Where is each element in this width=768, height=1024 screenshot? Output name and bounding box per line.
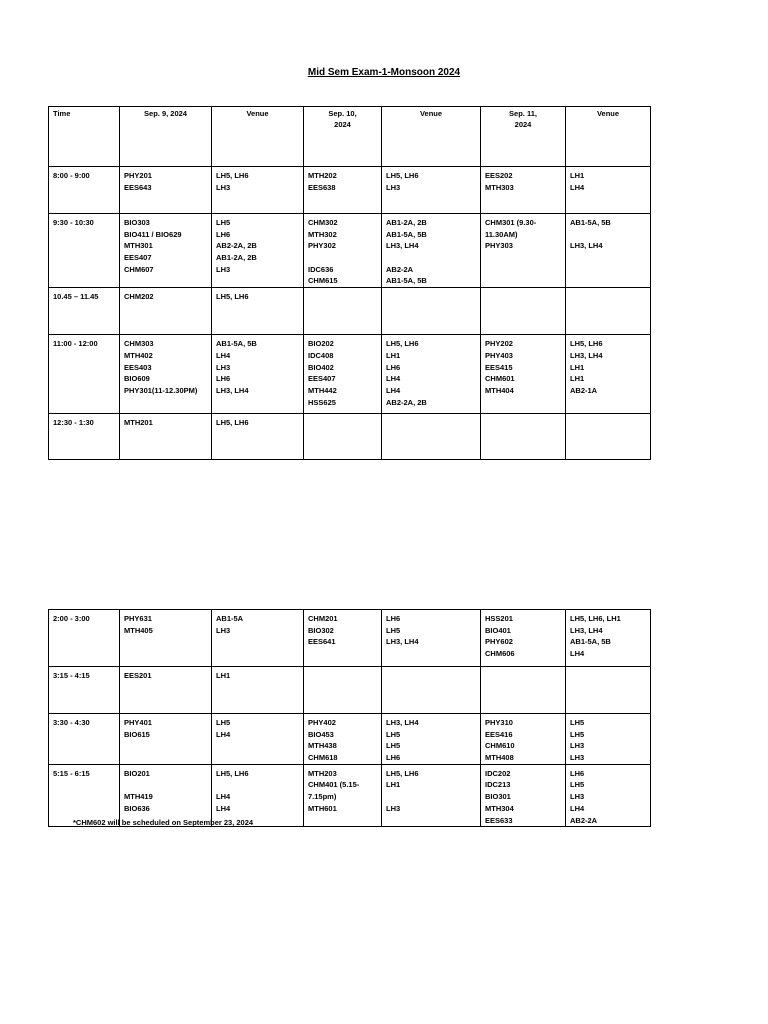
course-line: PHY402 [308, 718, 336, 727]
venue-line: AB1-5A [216, 614, 244, 623]
venue-line: AB1-5A, 5B [216, 339, 257, 349]
venue-line: LH5, LH6 [386, 339, 419, 349]
venue-line: LH4 [570, 803, 585, 813]
course-line: PHY403 [485, 350, 513, 360]
venue-line: LH3 [570, 753, 585, 763]
venue-cell [212, 714, 304, 765]
venue-line: LH5 [386, 729, 401, 739]
time-line: 11:00 - 12:00 [53, 339, 98, 349]
course-cell [304, 335, 382, 414]
course-line: IDC636 [308, 264, 334, 274]
course-cell [481, 288, 566, 335]
course-line: MTH202 [308, 171, 337, 180]
venue-line: LH5, LH6 [216, 171, 249, 180]
course-line: EES641 [308, 637, 336, 647]
course-cell [120, 214, 212, 288]
course-line: MTH304 [485, 803, 514, 813]
course-line: MTH302 [308, 229, 337, 239]
course-cell [304, 214, 382, 288]
venue-cell [566, 414, 651, 460]
course-line: CHM201 [308, 614, 338, 623]
venue-cell [382, 167, 481, 214]
header-date [120, 107, 212, 167]
time-slot [49, 335, 120, 414]
venue-cell [566, 167, 651, 214]
course-line: PHY201 [124, 171, 152, 180]
course-cell [120, 610, 212, 667]
course-line: BIO609 [124, 374, 150, 384]
course-cell [481, 714, 566, 765]
time-line: 12:30 - 1:30 [53, 418, 94, 428]
course-line: IDC213 [485, 780, 511, 790]
course-line: EES403 [124, 362, 152, 372]
course-line: EES407 [124, 253, 152, 263]
venue-cell [382, 414, 481, 460]
course-line: CHM401 (5.15- [308, 780, 360, 790]
course-line: BIO202 [308, 339, 334, 349]
venue-line: LH1 [386, 780, 401, 790]
time-slot [49, 214, 120, 288]
course-cell [304, 167, 382, 214]
header-text: Time [53, 109, 71, 118]
venue-line [386, 252, 476, 264]
course-line: CHM301 (9.30- [485, 218, 537, 227]
course-cell [481, 764, 566, 826]
course-cell [304, 414, 382, 460]
venue-line: LH3, LH4 [386, 241, 419, 251]
document-title: Mid Sem Exam-1-Monsoon 2024 [307, 67, 461, 78]
course-line: MTH438 [308, 741, 337, 751]
course-line: PHY310 [485, 718, 513, 727]
course-line: HSS625 [308, 397, 336, 407]
course-line: 11.30AM) [485, 229, 518, 239]
time-line: 9:30 - 10:30 [53, 218, 94, 227]
course-line: BIO401 [485, 625, 511, 635]
course-cell [304, 667, 382, 714]
venue-cell [566, 714, 651, 765]
header-text: 2024 [334, 120, 351, 129]
course-line: EES643 [124, 182, 152, 192]
course-line: CHM302 [308, 218, 338, 227]
header-venue [566, 107, 651, 167]
course-line: EES415 [485, 362, 513, 372]
course-line: PHY302 [308, 241, 336, 251]
course-line: HSS201 [485, 614, 513, 623]
time-line: 10.45 – 11.45 [53, 292, 99, 302]
course-line [124, 779, 207, 791]
venue-line: LH1 [570, 171, 585, 180]
course-line: 7.15pm) [308, 792, 337, 802]
venue-line: LH3, LH4 [386, 718, 419, 727]
header-text: 2024 [514, 120, 532, 129]
time-line: 3:30 - 4:30 [53, 718, 90, 727]
course-cell [481, 167, 566, 214]
course-line: PHY202 [485, 339, 513, 349]
venue-line: AB2-2A [386, 264, 414, 274]
course-cell [304, 764, 382, 826]
time-slot [49, 610, 120, 667]
course-line: MTH402 [124, 350, 153, 360]
course-line: MTH419 [124, 792, 153, 802]
course-line: EES416 [485, 729, 513, 739]
course-line: PHY602 [485, 637, 513, 647]
venue-line: LH6 [386, 614, 401, 623]
course-cell [304, 288, 382, 335]
venue-line: LH4 [216, 792, 231, 802]
venue-line: LH3 [216, 625, 231, 635]
table-row [49, 414, 651, 460]
venue-line: LH4 [216, 803, 231, 813]
venue-cell [566, 764, 651, 826]
venue-line: LH1 [570, 374, 585, 384]
course-cell [481, 414, 566, 460]
time-line: 3:15 - 4:15 [53, 671, 90, 680]
course-line [308, 252, 377, 264]
venue-line: LH6 [216, 374, 231, 384]
header-venue [212, 107, 304, 167]
course-line: CHM606 [485, 649, 515, 659]
venue-line: AB2-1A [570, 385, 598, 395]
course-cell [120, 667, 212, 714]
venue-cell [382, 610, 481, 667]
header-venue [382, 107, 481, 167]
time-slot [49, 667, 120, 714]
venue-line: LH5 [570, 718, 585, 727]
table-row [49, 214, 651, 288]
header-time [49, 107, 120, 167]
venue-line: LH5 [386, 741, 401, 751]
venue-line: LH5, LH6, LH1 [570, 614, 621, 623]
venue-line: LH3, LH4 [570, 350, 603, 360]
venue-line: LH5, LH6 [386, 171, 419, 180]
schedule-table-afternoon [48, 609, 651, 827]
venue-line: LH3, LH4 [570, 625, 603, 635]
venue-cell [566, 667, 651, 714]
course-line: CHM615 [308, 276, 338, 286]
time-slot [49, 714, 120, 765]
time-slot [49, 414, 120, 460]
course-line: MTH301 [124, 241, 153, 251]
course-line: MTH442 [308, 385, 337, 395]
venue-line: LH4 [386, 385, 401, 395]
course-line: MTH303 [485, 182, 514, 192]
venue-cell [566, 288, 651, 335]
course-line: CHM202 [124, 292, 154, 302]
course-line: BIO453 [308, 729, 334, 739]
venue-cell [382, 288, 481, 335]
course-line: BIO402 [308, 362, 334, 372]
venue-cell [212, 288, 304, 335]
course-line: IDC408 [308, 350, 334, 360]
course-line: BIO636 [124, 803, 150, 813]
venue-cell [382, 764, 481, 826]
venue-line: LH4 [570, 649, 585, 659]
header-text: Sep. 10, [328, 109, 357, 118]
course-cell [120, 714, 212, 765]
header-text: Sep. 11, [509, 109, 537, 118]
header-row [49, 107, 651, 167]
course-line: EES633 [485, 815, 513, 825]
venue-cell [566, 610, 651, 667]
header-text: Venue [596, 109, 620, 118]
course-line: BIO615 [124, 729, 150, 739]
venue-line: LH4 [216, 729, 231, 739]
venue-line: AB1-2A, 2B [386, 218, 427, 227]
header-date [304, 107, 382, 167]
schedule-table-morning [48, 106, 651, 460]
venue-line: LH5 [570, 780, 585, 790]
venue-line: LH5 [216, 218, 231, 227]
venue-line: LH1 [386, 350, 401, 360]
course-line: PHY401 [124, 718, 152, 727]
venue-cell [212, 414, 304, 460]
course-line: EES407 [308, 374, 336, 384]
time-slot [49, 288, 120, 335]
venue-line: LH3 [216, 362, 231, 372]
venue-cell [382, 335, 481, 414]
time-line: 2:00 - 3:00 [53, 614, 90, 623]
course-line: MTH405 [124, 625, 153, 635]
venue-line: LH3 [570, 741, 585, 751]
venue-line: LH3, LH4 [386, 637, 419, 647]
course-cell [120, 335, 212, 414]
table-row [49, 667, 651, 714]
venue-line: AB2-2A, 2B [386, 397, 427, 407]
venue-cell [566, 335, 651, 414]
course-cell [481, 214, 566, 288]
venue-line: LH1 [216, 671, 231, 680]
course-cell [120, 288, 212, 335]
course-line: CHM607 [124, 264, 154, 274]
venue-cell [212, 610, 304, 667]
venue-cell [212, 335, 304, 414]
course-line: BIO201 [124, 768, 150, 778]
header-text: Venue [419, 109, 443, 118]
venue-cell [212, 167, 304, 214]
course-line: BIO411 / BIO629 [124, 229, 182, 239]
venue-cell [212, 214, 304, 288]
venue-line: LH3 [386, 182, 401, 192]
venue-line: AB2-2A, 2B [216, 241, 257, 251]
venue-line [570, 229, 646, 241]
venue-line: LH5, LH6 [386, 768, 419, 778]
venue-line [216, 779, 299, 791]
course-line: EES202 [485, 171, 513, 180]
venue-cell [382, 214, 481, 288]
venue-line: LH5, LH6 [216, 418, 249, 428]
venue-line: AB2-2A [570, 815, 598, 825]
venue-line: AB1-2A, 2B [216, 253, 257, 263]
venue-line: AB1-5A, 5B [386, 276, 427, 286]
venue-line: LH4 [570, 182, 585, 192]
venue-line: LH3, LH4 [216, 385, 249, 395]
course-cell [304, 714, 382, 765]
venue-line: LH5, LH6 [216, 292, 249, 302]
course-line: MTH404 [485, 385, 514, 395]
venue-line: LH3 [216, 264, 231, 274]
table-row [49, 714, 651, 765]
table-row [49, 335, 651, 414]
header-text: Venue [246, 109, 269, 118]
course-line: PHY303 [485, 241, 513, 251]
venue-line: LH3 [570, 792, 585, 802]
course-cell [481, 335, 566, 414]
venue-line: LH3 [386, 803, 401, 813]
course-cell [120, 414, 212, 460]
venue-line: LH6 [216, 229, 231, 239]
venue-cell [566, 214, 651, 288]
venue-line: LH5, LH6 [570, 339, 603, 349]
course-cell [304, 610, 382, 667]
venue-line: LH6 [386, 753, 401, 763]
venue-cell [382, 667, 481, 714]
course-line: EES638 [308, 182, 336, 192]
venue-line: LH5 [386, 625, 401, 635]
course-line: CHM601 [485, 374, 515, 384]
venue-line: LH5, LH6 [216, 768, 249, 778]
venue-line: LH4 [386, 374, 401, 384]
course-cell [120, 167, 212, 214]
venue-line: AB1-5A, 5B [570, 218, 611, 227]
course-line: EES201 [124, 671, 152, 680]
time-slot [49, 167, 120, 214]
course-line: MTH408 [485, 753, 514, 763]
venue-cell [382, 714, 481, 765]
venue-line: LH4 [216, 350, 231, 360]
time-line: 8:00 - 9:00 [53, 171, 90, 180]
table-row [49, 167, 651, 214]
course-line: MTH201 [124, 418, 153, 428]
venue-line: LH6 [386, 362, 401, 372]
venue-line: LH3, LH4 [570, 241, 603, 251]
venue-line: LH3 [216, 182, 231, 192]
course-line: MTH203 [308, 768, 337, 778]
venue-line: LH5 [216, 718, 231, 727]
footnote: *CHM602 will be scheduled on September 23, 2024 [73, 818, 254, 827]
table-row [49, 288, 651, 335]
course-cell [481, 610, 566, 667]
course-line: CHM618 [308, 753, 338, 763]
course-cell [481, 667, 566, 714]
header-date [481, 107, 566, 167]
course-line: IDC202 [485, 768, 511, 778]
venue-line: LH1 [570, 362, 585, 372]
course-line: CHM610 [485, 741, 515, 751]
venue-line: AB1-5A, 5B [386, 229, 427, 239]
course-line: MTH601 [308, 803, 337, 813]
course-line: BIO302 [308, 625, 334, 635]
table-row [49, 610, 651, 667]
course-line: PHY301(11-12.30PM) [124, 385, 198, 395]
header-text: Sep. 9, 2024 [144, 109, 187, 118]
venue-cell [212, 667, 304, 714]
venue-line [386, 791, 476, 803]
course-line: BIO303 [124, 218, 150, 227]
course-line: CHM303 [124, 339, 154, 349]
time-line: 5:15 - 6:15 [53, 768, 90, 778]
course-line: PHY631 [124, 614, 152, 623]
venue-line: LH5 [570, 729, 585, 739]
venue-line: LH6 [570, 768, 585, 778]
course-line: BIO301 [485, 792, 511, 802]
venue-line: AB1-5A, 5B [570, 637, 611, 647]
